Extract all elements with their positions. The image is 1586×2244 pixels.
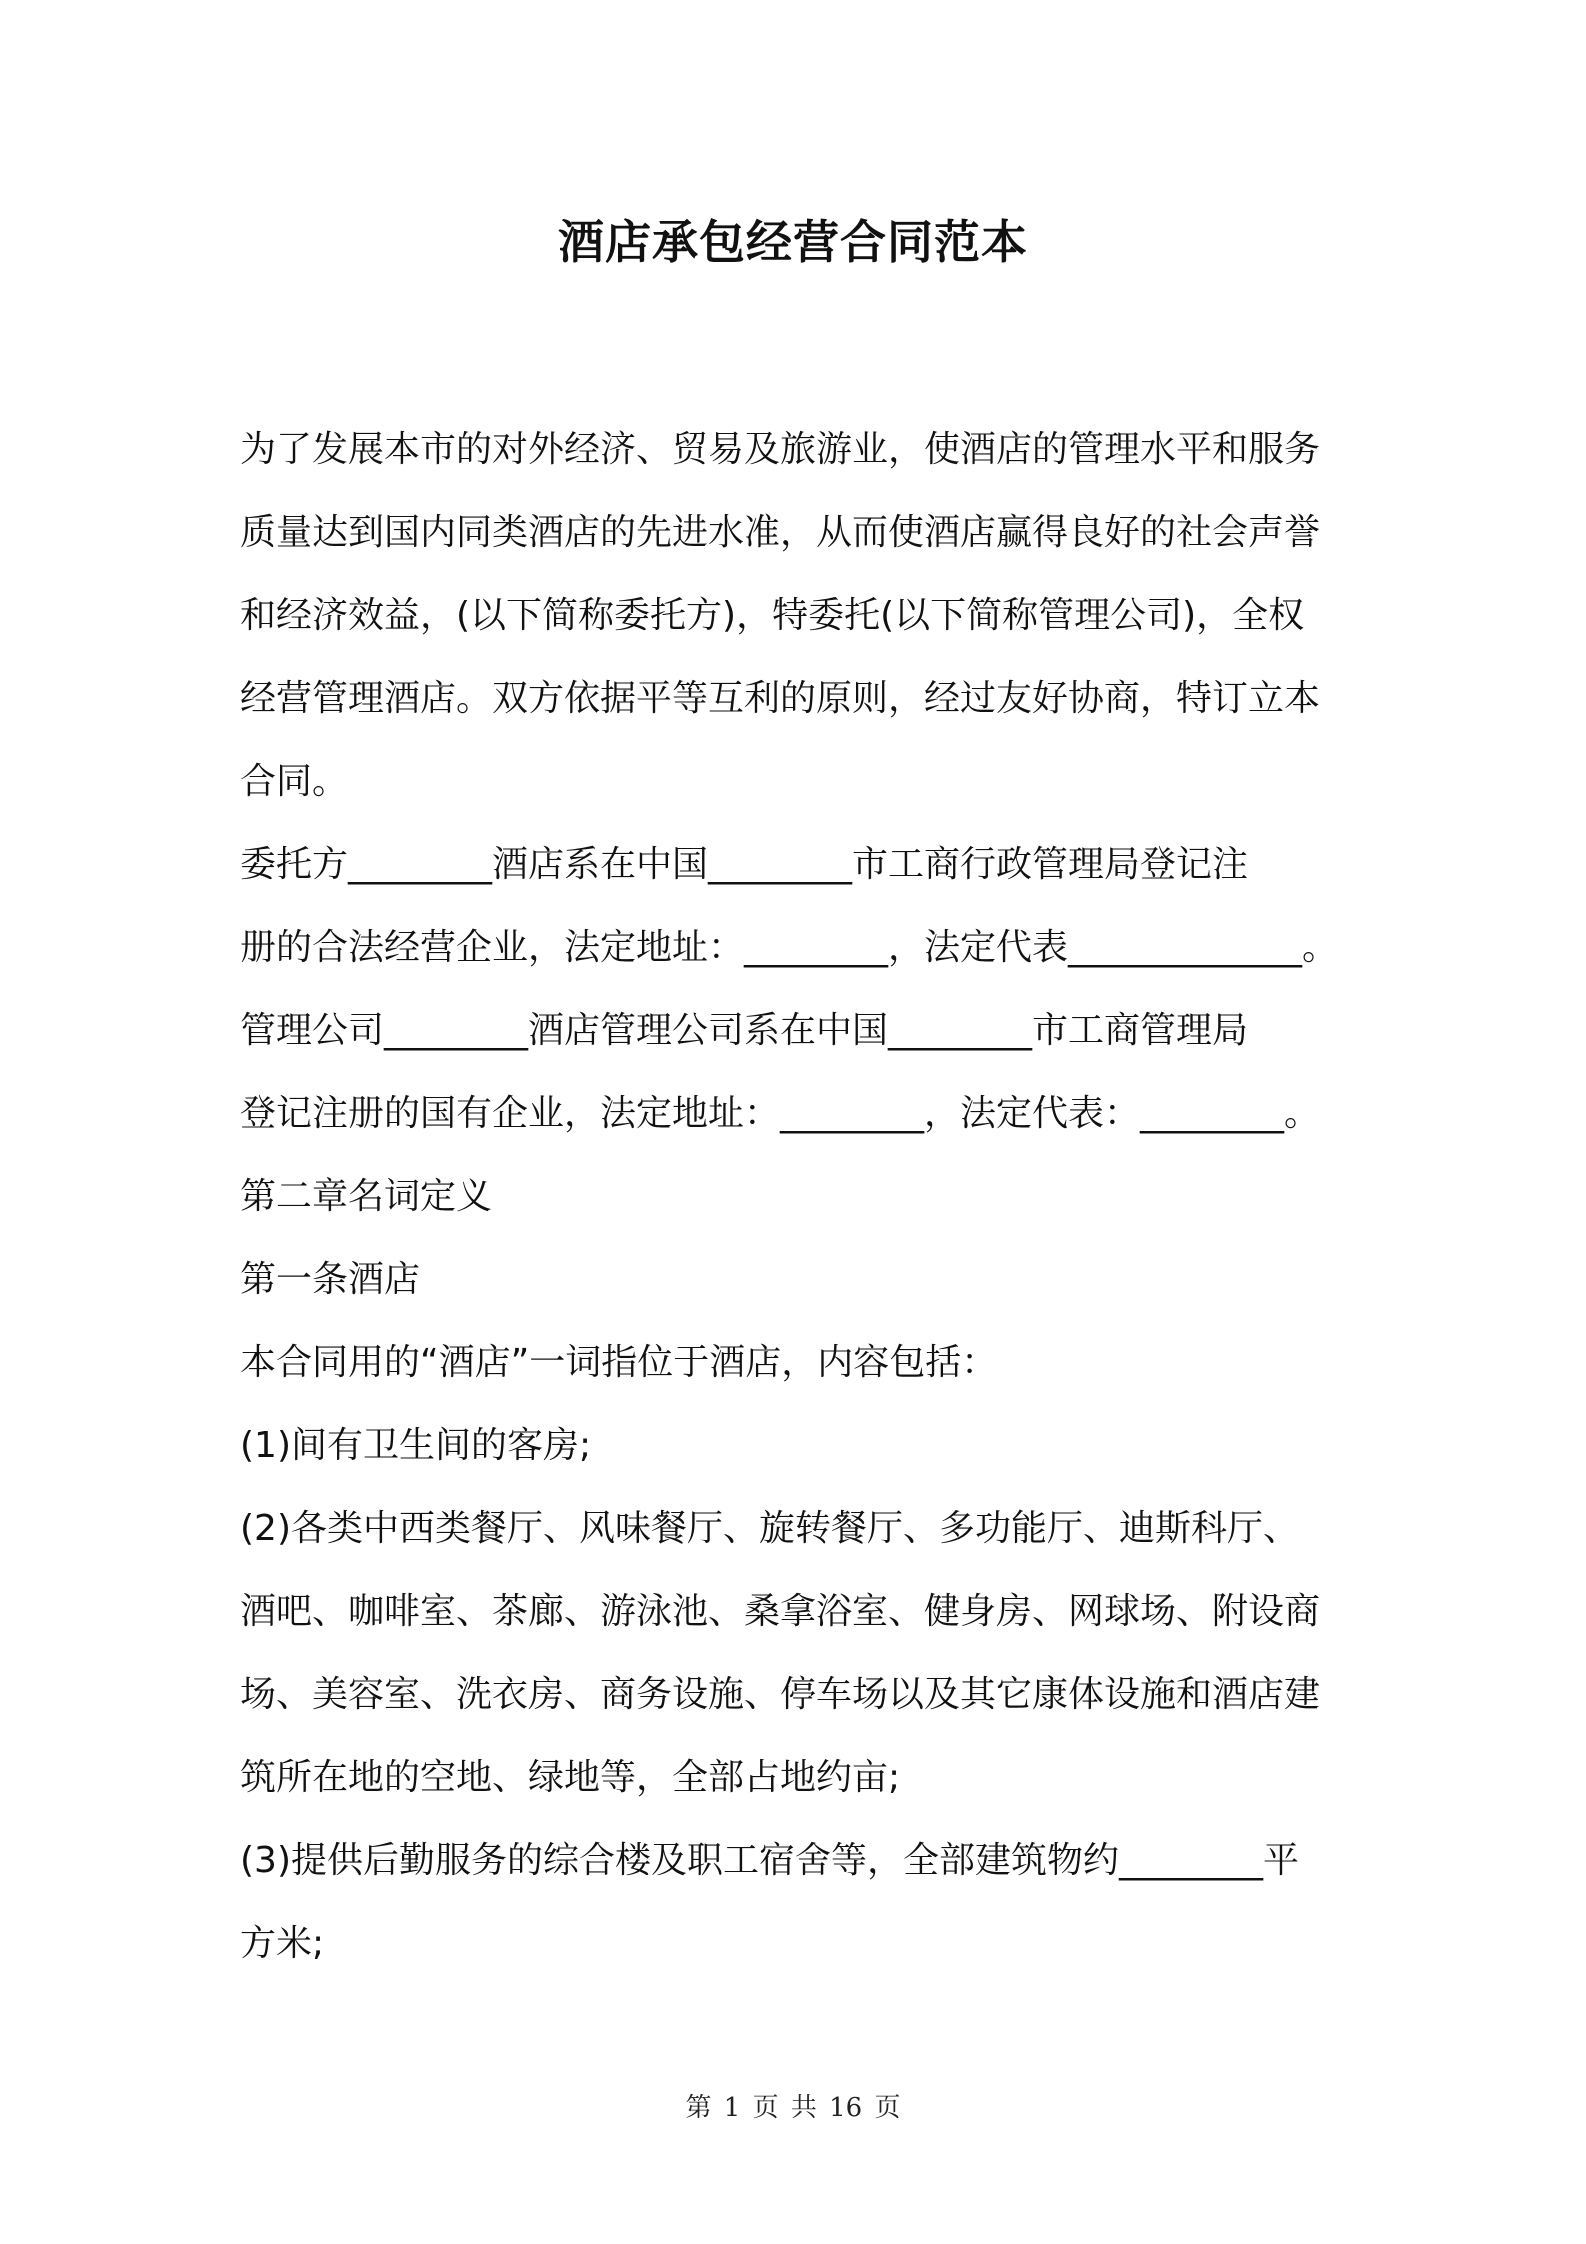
paragraph-line: 质量达到国内同类酒店的先进水准，从而使酒店赢得良好的社会声誉 — [240, 512, 1321, 553]
paragraph-line: 和经济效益，(以下简称委托方)，特委托(以下简称管理公司)，全权 — [240, 595, 1305, 636]
page-title: 酒店承包经营合同范本 — [558, 215, 1028, 269]
paragraph-line: 为了发展本市的对外经济、贸易及旅游业，使酒店的管理水平和服务 — [240, 429, 1321, 470]
paragraph-line: 本合同用的“酒店”一词指位于酒店，内容包括： — [240, 1342, 998, 1383]
paragraph-line: 管理公司________酒店管理公司系在中国________市工商管理局 — [240, 1010, 1249, 1051]
paragraph-line: 场、美容室、洗衣房、商务设施、停车场以及其它康体设施和酒店建 — [240, 1674, 1321, 1715]
list-item: (3)提供后勤服务的综合楼及职工宿舍等，全部建筑物约________平 — [240, 1840, 1299, 1881]
paragraph-line: 委托方________酒店系在中国________市工商行政管理局登记注 — [240, 844, 1249, 885]
page-number-footer: 第 1 页 共 16 页 — [685, 2093, 901, 2123]
paragraph-line: 筑所在地的空地、绿地等，全部占地约亩; — [240, 1757, 901, 1798]
paragraph-line: 酒吧、咖啡室、茶廊、游泳池、桑拿浴室、健身房、网球场、附设商 — [240, 1591, 1321, 1632]
contract-body — [240, 408, 1360, 1985]
paragraph-line: 合同。 — [240, 761, 349, 802]
list-item: (1)间有卫生间的客房; — [240, 1425, 592, 1466]
chapter-heading: 第二章名词定义 — [240, 1176, 493, 1217]
paragraph-line: 经营管理酒店。双方依据平等互利的原则，经过友好协商，特订立本 — [240, 678, 1321, 719]
article-heading: 第一条酒店 — [240, 1259, 421, 1300]
paragraph-line: 册的合法经营企业，法定地址：________，法定代表_____________。 — [240, 927, 1339, 968]
paragraph-line: 方米; — [240, 1923, 325, 1964]
paragraph-line: 登记注册的国有企业，法定地址：________，法定代表：________。 — [240, 1093, 1321, 1134]
list-item: (2)各类中西类餐厅、风味餐厅、旋转餐厅、多功能厅、迪斯科厅、 — [240, 1508, 1299, 1549]
